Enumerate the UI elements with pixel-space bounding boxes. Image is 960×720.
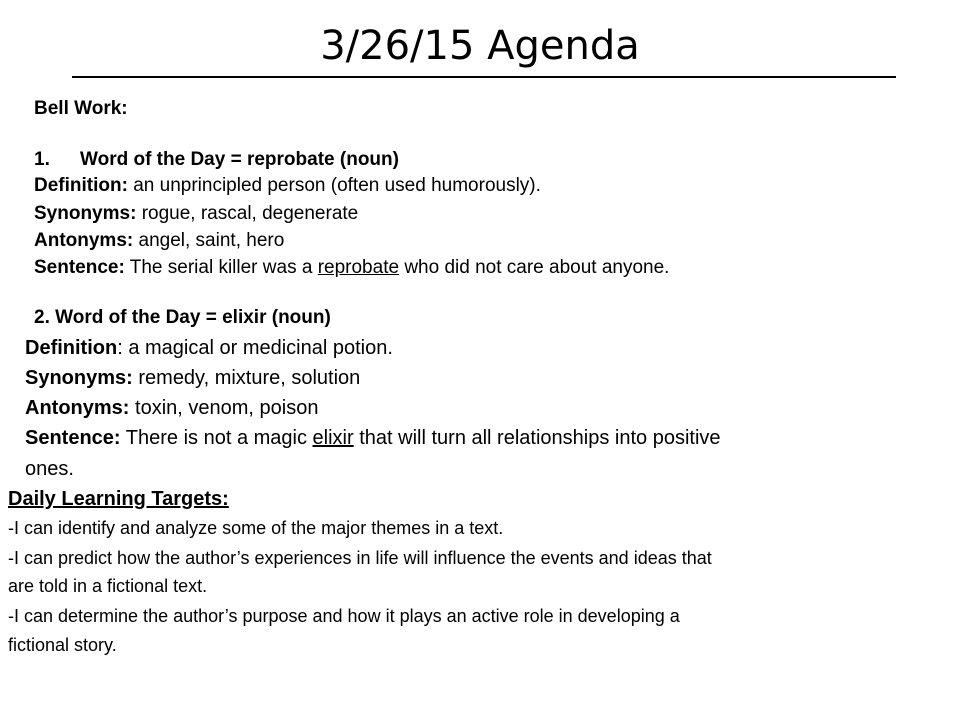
target-item: -I can predict how the author’s experiences in life will influence the events and ideas that [8, 548, 712, 568]
target-item-continued: are told in a fictional text. [8, 576, 208, 596]
word-2-sentence [25, 426, 721, 450]
word-2-heading: 2. Word of the Day = elixir (noun) [34, 307, 331, 328]
definition-text: : a magical or medicinal potion. [117, 337, 393, 359]
synonyms-label: Synonyms: [34, 203, 137, 224]
target-item: -I can determine the author’s purpose and how it plays an active role in developing a [8, 606, 680, 626]
antonyms-label: Antonyms: [25, 397, 130, 419]
title-underline [72, 76, 896, 78]
word-1-antonyms [34, 229, 284, 253]
definition-label: Definition: [34, 175, 128, 196]
antonyms-text: toxin, venom, poison [129, 397, 319, 419]
antonyms-label: Antonyms: [34, 230, 134, 251]
sentence-text-before: The serial killer was a [124, 257, 318, 278]
word-2-antonyms [25, 396, 318, 420]
word-2-definition [25, 336, 393, 360]
sentence-text-after: that will turn all relationships into positive [353, 427, 721, 449]
synonyms-text: remedy, mixture, solution [132, 367, 361, 389]
target-item-continued: fictional story. [8, 635, 117, 655]
bell-work-heading: Bell Work: [34, 98, 128, 119]
definition-text: an unprincipled person (often used humorously). [127, 175, 541, 196]
sentence-text-after: who did not care about anyone. [399, 257, 670, 278]
targets-heading: Daily Learning Targets: [8, 488, 229, 510]
word-1-sentence [34, 256, 669, 280]
sentence-vocab-word: elixir [312, 427, 354, 449]
word-1-title: Word of the Day = reprobate (noun) [80, 149, 399, 170]
word-2-sentence-continued: ones. [25, 458, 74, 480]
synonyms-label: Synonyms: [25, 367, 133, 389]
word-2-synonyms [25, 366, 360, 390]
sentence-text-before: There is not a magic [120, 427, 313, 449]
page-title: 3/26/15 Agenda [320, 23, 640, 69]
word-1-heading [34, 148, 399, 172]
sentence-vocab-word: reprobate [317, 257, 400, 278]
word-1-synonyms [34, 202, 358, 226]
sentence-label: Sentence: [25, 427, 121, 449]
word-1-number: 1. [34, 149, 50, 170]
synonyms-text: rogue, rascal, degenerate [136, 203, 359, 224]
antonyms-text: angel, saint, hero [133, 230, 285, 251]
target-item: -I can identify and analyze some of the major themes in a text. [8, 518, 504, 538]
sentence-label: Sentence: [34, 257, 125, 278]
word-1-definition [34, 174, 541, 198]
definition-label: Definition [25, 337, 118, 359]
